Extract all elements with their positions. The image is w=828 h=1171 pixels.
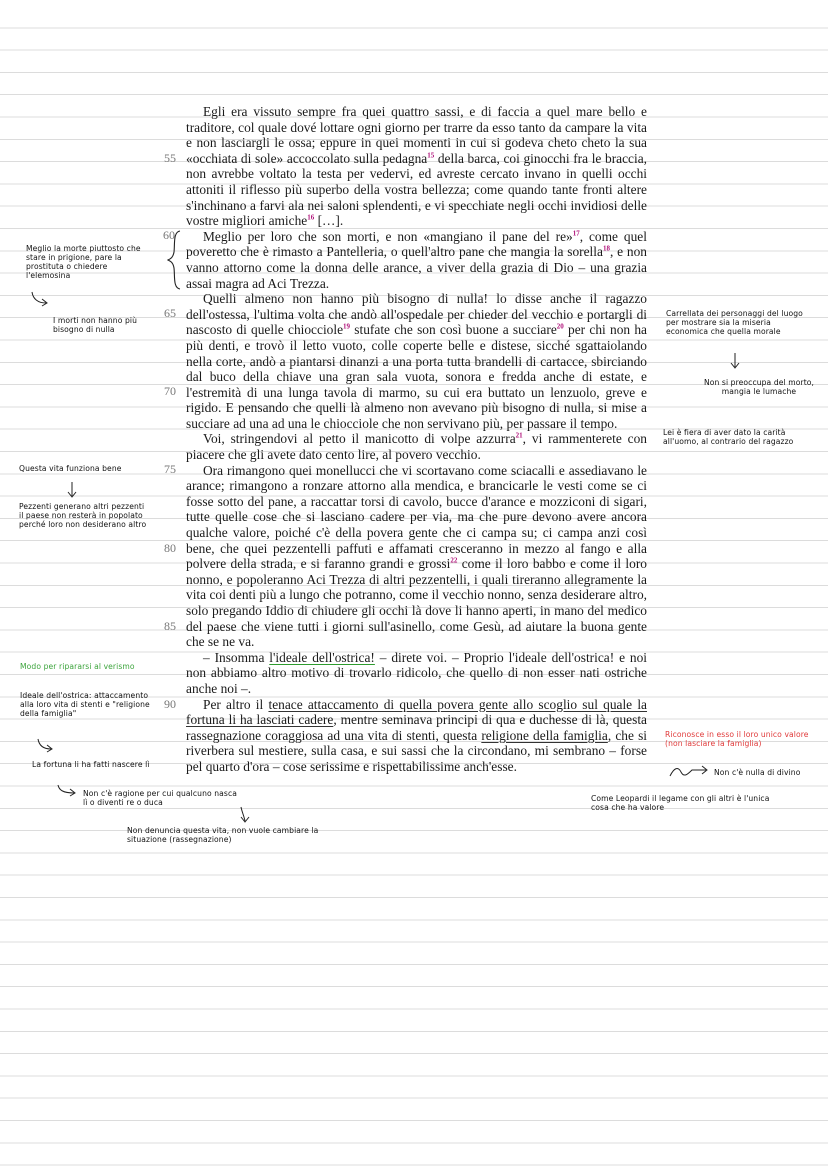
paragraph: – Insomma l'ideale dell'ostrica! – direte voi. – Proprio l'ideale dell'ostrica! e noi non abbiamo altro motivo di trovarlo ridicolo, che quello di non esser nati ostriche anche noi –. [186,649,647,696]
arrow-down-icon [238,806,252,824]
line-number: 85 [164,619,176,633]
paragraph: Quelli almeno non hanno più bisogno di nulla! lo disse anche il ragazzo dell'ostessa, l'ultima volta che andò all'ospedale per chieder del vecchio e portargli di nascosto di quelle chiocciole$^{19}$ stufate che son così buone a succiare$^{20}$ per chi non ha più denti, e trovò il letto vuoto, colle coperte belle e distese, sicché sgattaiolando nella corte, andò a piantarsi dinanzi a una porta tutta brandelli di cartacce, sbirciando dal buco della chiave una gran sala vuota, sonora e fredda anche di estate, e l'estremità di una lunga tavola di marmo, su cui era buttato un lenzuolo, greve e rigido. E pensando che quelli là almeno non avevano più bisogno di nulla, si mise a succiare ad una ad una le chiocciole che non servivano più, per passare il tempo. [186,291,647,431]
margin-note: Come Leopardi il legame con gli altri è l'unica cosa che ha valore [591,794,770,812]
main-text [186,104,647,775]
margin-note: Non denuncia questa vita, non vuole cambiare la situazione (rassegnazione) [127,826,319,844]
margin-note: La fortuna li ha fatti nascere lì [32,760,150,769]
margin-note: Non c'è ragione per cui qualcuno nasca lì o diventi re o duca [83,789,237,807]
paragraph: Voi, stringendovi al petto il manicotto di volpe azzurra$^{21}$, vi rammenterete con piacere che gli avete dato cento lire, al povero vecchio. [186,431,647,463]
margin-note: Non c'è nulla di divino [714,768,801,777]
line-number: 80 [164,541,176,555]
arrow-icon [36,738,56,754]
paragraph: Per altro il tenace attaccamento di quella povera gente allo scoglio sul quale la fortuna li ha lasciati cadere, mentre seminava principi di qua e duchesse di là, questa rassegnazione coraggiosa ad una vita di stenti, questa religione della famiglia, che si riverbera sul mestiere, sulla casa, e sui sassi che la circondano, mi sembrano – forse pel quarto d'ora – cose serissime e rispettabilissime anch'esse. [186,696,648,774]
line-number: 70 [164,384,176,398]
paragraph: Egli era vissuto sempre fra quei quattro sassi, e di faccia a quel mare bello e traditore, col quale dové lottare ogni giorno per trarre da esso tanto da campare la vita e non lasciargli le ossa; eppure in quei momenti in cui si godeva cheto cheto la sua «occhiata di sole» accoccolato sulla pedagna$^{15}$ della barca, coi ginocchi fra le braccia, non avrebbe voltato la testa per vedervi, ed avreste cercato invano in quelli occhi attoniti il riflesso più superbo della vostra bellezza; come quando tante fronti altere s'inchinano a farvi ala nei saloni splendenti, e vi specchiate negli occhi invidiosi delle vostre migliori amiche$^{16}$ […]. [186,104,647,229]
margin-note: Meglio la morte piuttosto che stare in prigione, pare la prostituta o chiedere l'elemosina [26,244,141,280]
line-number: 75 [164,462,176,476]
paragraph: Meglio per loro che son morti, e non «mangiano il pane del re»$^{17}$, come quel poveretto che è rimasto a Pantelleria, o quell'altro pane che mangia la sorella$^{18}$, e non vanno attorno come la donna delle arance, a viver della grazia di Dio – una grazia assai magra ad Aci Trezza. [186,228,647,291]
arrow-down-icon [729,352,741,370]
curly-brace-icon [167,230,183,290]
line-number: 65 [164,306,176,320]
line-number: 60 [163,228,175,242]
margin-note: Carrellata dei personaggi del luogo per mostrare sia la miseria economica che quella morale [666,309,803,336]
squiggle-arrow-icon [668,764,712,780]
margin-note: Non si preoccupa del morto, mangia le lumache [703,378,815,396]
margin-note: Pezzenti generano altri pezzenti il paese non resterà in popolato perché loro non desiderano altro [19,502,147,529]
arrow-icon [56,784,80,798]
margin-note: Riconosce in esso il loro unico valore (non lasciare la famiglia) [665,730,809,748]
margin-note: Ideale dell'ostrica: attaccamento alla loro vita di stenti e "religione della famiglia" [20,691,150,718]
line-number: 55 [164,151,176,165]
margin-note: Questa vita funziona bene [19,464,122,473]
margin-note: I morti non hanno più bisogno di nulla [53,316,137,334]
line-number: 90 [164,697,176,711]
paragraph: Ora rimangono quei monellucci che vi scortavano come sciacalli e assediavano le arance; rimangono a ronzare attorno alla mendica, e brancicarle le vesti come se ci fosse sotto del pane, a raccattar torsi di cavolo, bucce d'arance e mozziconi di sigari, tutte quelle cose che si lasciano cadere per via, ma che pure devono avere ancora qualche valore, poiché c'è della povera gente che ci campa su; ci campa anzi così bene, che quei pezzentelli paffuti e affamati cresceranno in mezzo al fango e alla polvere della strada, e si faranno grandi e grossi$^{22}$ come il loro babbo e come il loro nonno, e popoleranno Aci Trezza di altri pezzentelli, i quali tireranno allegramente la vita coi denti più a lungo che potranno, come il vecchio nonno, senza desiderare altro, solo pregando Iddio di chiudere gli occhi là dove li hanno aperti, in mano del medico del paese che viene tutti i giorni sull'asinello, come Gesù, ad aiutare la buona gente che se ne va. [186,462,647,650]
margin-note: Lei è fiera di aver dato la carità all'uomo, al contrario del ragazzo [663,428,794,446]
arrow-icon [30,291,52,307]
margin-note: Modo per ripararsi al verismo [20,662,135,671]
arrow-down-icon [66,481,78,499]
